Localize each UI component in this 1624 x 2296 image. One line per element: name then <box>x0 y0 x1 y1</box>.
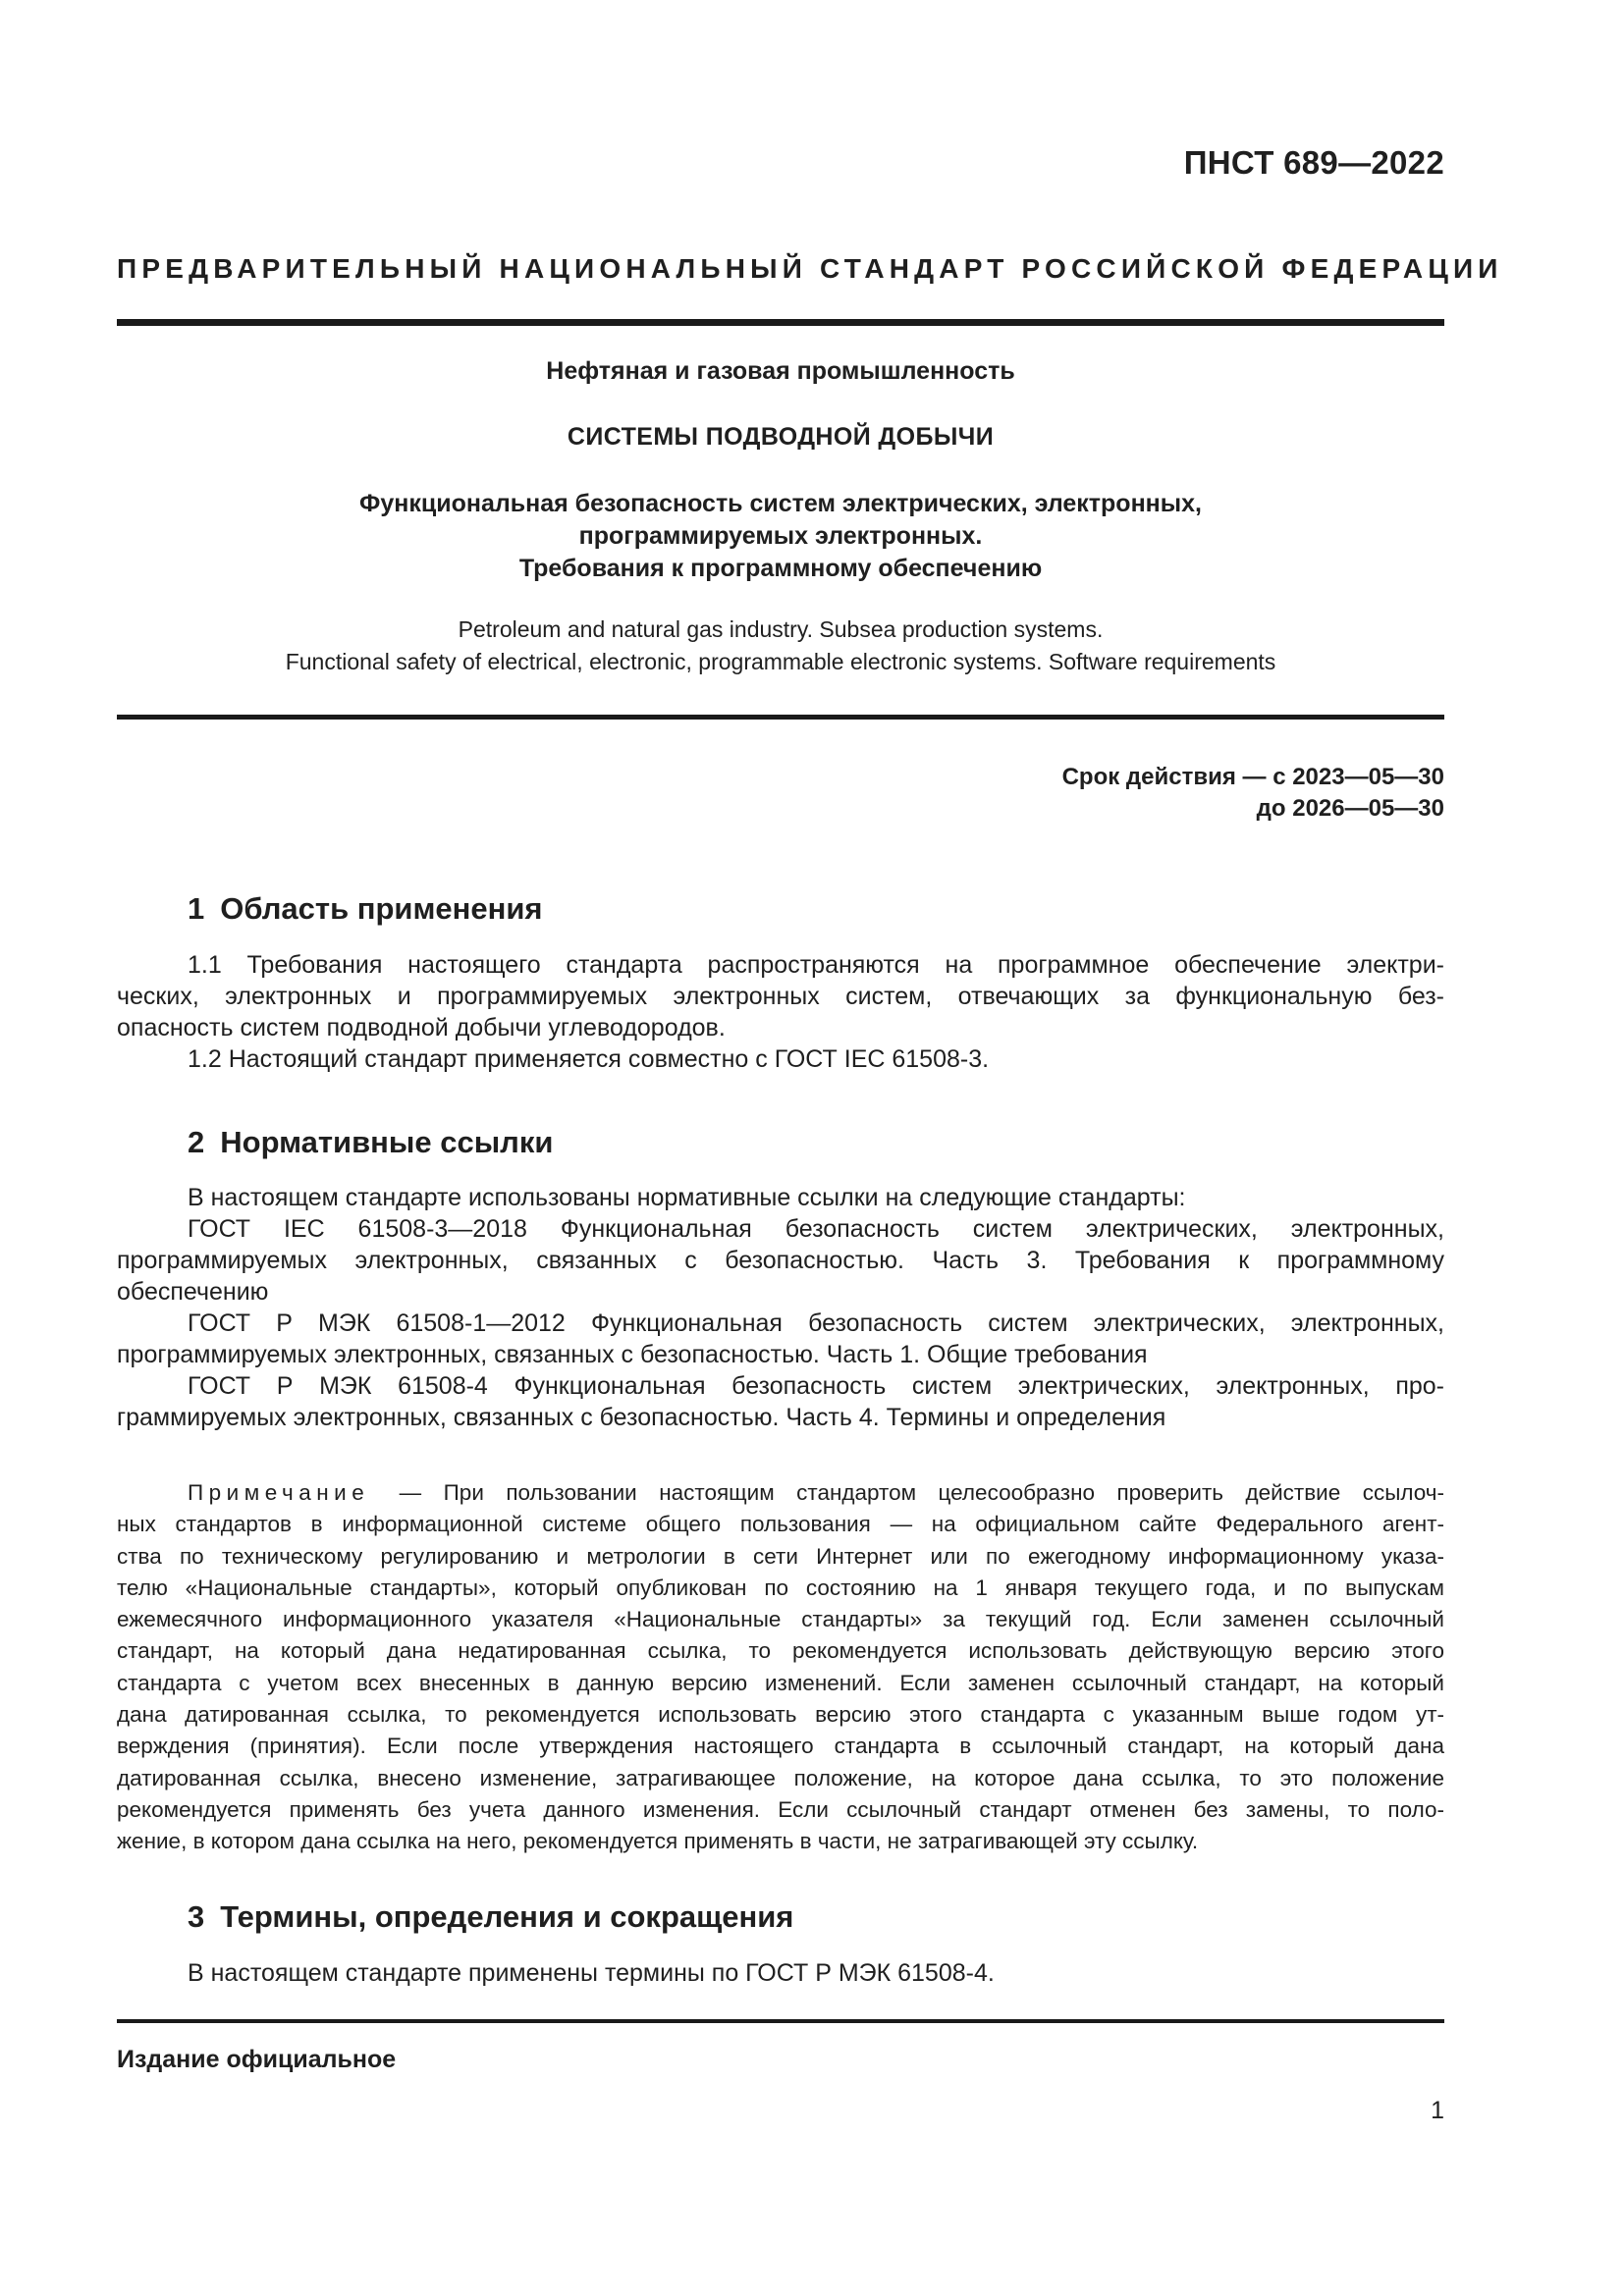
english-title-line: Petroleum and natural gas industry. Subsea production systems. <box>458 616 1104 642</box>
reference-line: программируемых электронных, связанных с безопасностью. Часть 1. Общие требования <box>117 1341 1148 1368</box>
system-title: СИСТЕМЫ ПОДВОДНОЙ ДОБЫЧИ <box>567 423 995 451</box>
paragraph-line: В настоящем стандарте использованы нормативные ссылки на следующие стандарты: <box>188 1184 1186 1211</box>
section-number: 1 <box>188 891 205 926</box>
note-line: дана датированная ссылка, то рекомендуется использовать версию этого стандарта с указанным выше годом ут- <box>117 1702 1444 1728</box>
functional-title-line: Требования к программному обеспечению <box>518 555 1043 582</box>
paragraph-line: опасность систем подводной добычи углеводородов. <box>117 1014 726 1041</box>
paragraph-line: 1.2 Настоящий стандарт применяется совместно с ГОСТ IEC 61508-3. <box>188 1045 990 1073</box>
note-line: ства по техническому регулированию и метрологии в сети Интернет или по ежегодному информационному указа- <box>117 1543 1444 1569</box>
section-2-heading <box>188 1125 553 1160</box>
english-title <box>117 614 1444 678</box>
note-block <box>117 1477 1444 1858</box>
section-title: Нормативные ссылки <box>220 1125 554 1159</box>
paragraph-line: 1.1 Требования настоящего стандарта распространяются на программное обеспечение электри- <box>188 951 1444 979</box>
industry-title: Нефтяная и газовая промышленность <box>546 357 1015 385</box>
section-3-body <box>117 1957 1444 1989</box>
validity-period <box>1062 762 1444 825</box>
section-2-body <box>117 1182 1444 1433</box>
title-divider <box>117 715 1444 720</box>
section-number: 3 <box>188 1899 205 1934</box>
note-line: стандарта с учетом всех внесенных в данную версию изменений. Если заменен ссылочный стандарт, на который <box>117 1670 1444 1695</box>
validity-to: до 2026—05—30 <box>1256 795 1444 822</box>
reference-line: ГОСТ Р МЭК 61508-1—2012 Функциональная безопасность систем электрических, электронных, <box>188 1309 1444 1337</box>
functional-title <box>117 488 1444 585</box>
doc-number: ПНСТ 689—2022 <box>1183 144 1444 181</box>
note-line: датированная ссылка, внесено изменение, затрагивающее положение, на которое дана ссылка, то это положение <box>117 1765 1444 1790</box>
note-first-text: — При пользовании настоящим стандартом целесообразно проверить действие ссылоч- <box>377 1480 1444 1505</box>
functional-title-line: Функциональная безопасность систем электрических, электронных, <box>359 490 1202 517</box>
footer-divider <box>117 2019 1444 2023</box>
note-first-line <box>117 1477 1444 1509</box>
paragraph-line: В настоящем стандарте применены термины по ГОСТ Р МЭК 61508-4. <box>188 1959 995 1987</box>
page-number: 1 <box>1431 2097 1444 2124</box>
doc-type: ПРЕДВАРИТЕЛЬНЫЙ НАЦИОНАЛЬНЫЙ СТАНДАРТ РОССИЙСКОЙ ФЕДЕРАЦИИ <box>117 253 1503 284</box>
note-line: жение, в котором дана ссылка на него, рекомендуется применять в части, не затрагивающей эту ссылку. <box>117 1829 1199 1854</box>
reference-line: ГОСТ Р МЭК 61508-4 Функциональная безопасность систем электрических, электронных, про- <box>188 1372 1444 1400</box>
section-1-heading <box>188 891 543 927</box>
note-line: верждения (принятия). Если после утверждения настоящего стандарта в ссылочный стандарт, на который дана <box>117 1734 1444 1759</box>
section-3-heading <box>188 1899 793 1935</box>
english-title-line: Functional safety of electrical, electronic, programmable electronic systems. Software requirements <box>285 649 1276 674</box>
note-label: Примечание <box>188 1480 370 1505</box>
note-line: рекомендуется применять без учета данного изменения. Если ссылочный стандарт отменен без замены, то поло- <box>117 1796 1444 1822</box>
top-divider <box>117 319 1444 326</box>
reference-line: граммируемых электронных, связанных с безопасностью. Часть 4. Термины и определения <box>117 1404 1166 1431</box>
note-line: стандарт, на который дана недатированная ссылка, то рекомендуется использовать действующую версию этого <box>117 1638 1444 1664</box>
reference-line: обеспечению <box>117 1278 269 1306</box>
edition-label: Издание официальное <box>117 2046 397 2073</box>
section-number: 2 <box>188 1125 205 1159</box>
reference-line: ГОСТ IEC 61508-3—2018 Функциональная безопасность систем электрических, электронных, <box>188 1215 1444 1243</box>
section-title: Область применения <box>220 891 543 926</box>
note-line: ных стандартов в информационной системе общего пользования — на официальном сайте Федерального агент- <box>117 1512 1444 1537</box>
section-1-body <box>117 949 1444 1075</box>
reference-line: программируемых электронных, связанных с безопасностью. Часть 3. Требования к программному <box>117 1247 1444 1274</box>
note-line: телю «Национальные стандарты», который опубликован по состоянию на 1 января текущего года, и по выпускам <box>117 1575 1444 1600</box>
functional-title-line: программируемых электронных. <box>578 522 983 550</box>
section-title: Термины, определения и сокращения <box>220 1899 794 1934</box>
note-line: ежемесячного информационного указателя «Национальные стандарты» за текущий год. Если заменен ссылочный <box>117 1607 1444 1632</box>
validity-from: Срок действия — с 2023—05—30 <box>1061 764 1444 790</box>
paragraph-line: ческих, электронных и программируемых электронных систем, отвечающих за функциональную без- <box>117 983 1444 1010</box>
